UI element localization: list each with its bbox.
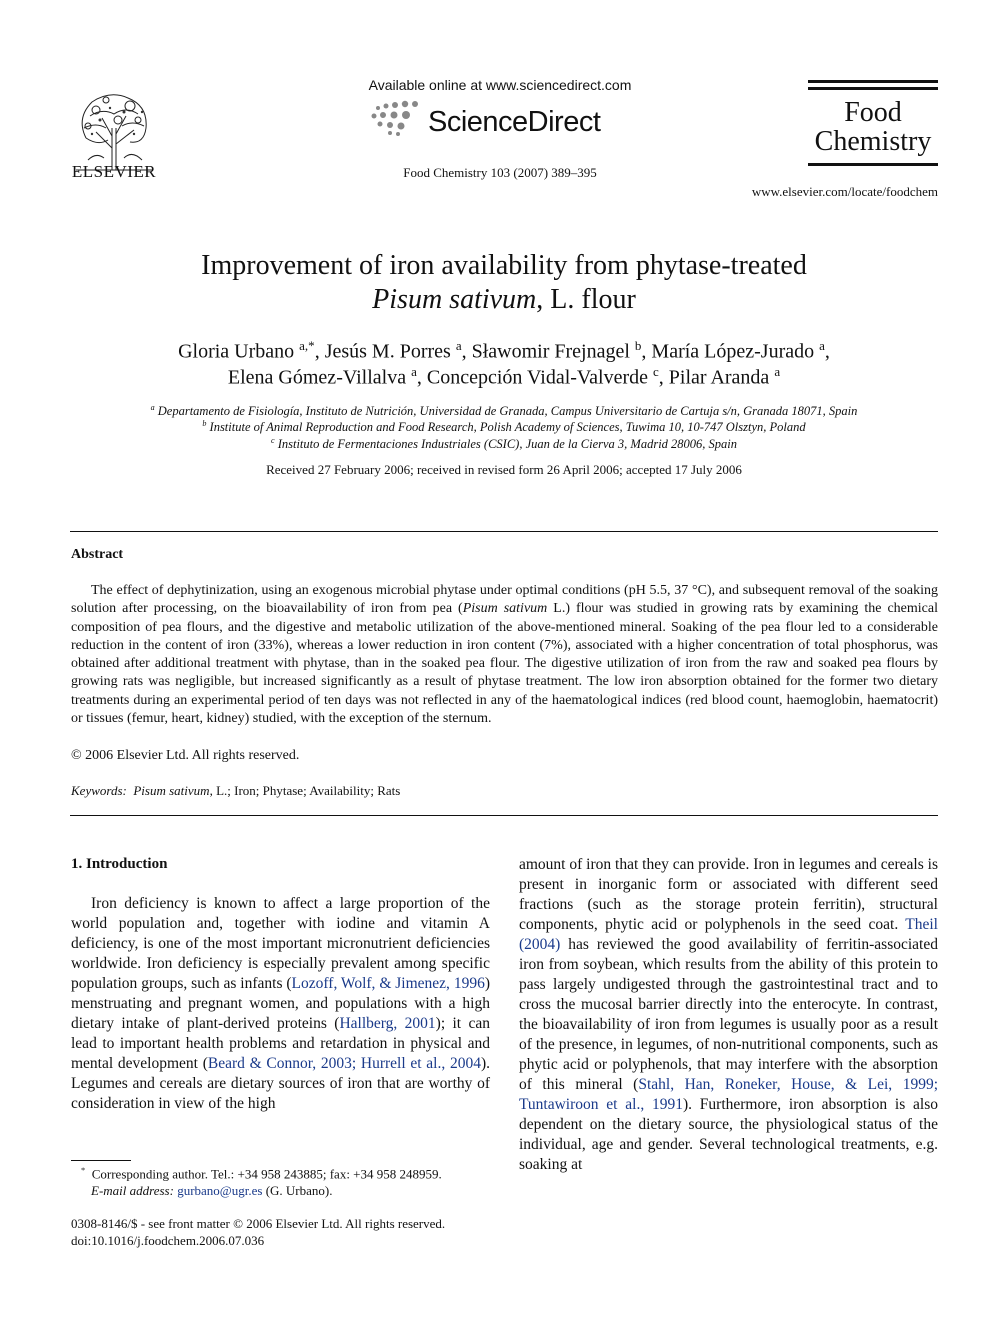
affiliation-b: $^b$ Institute of Animal Reproduction and Food Research, Polish Academy of Sciences, Tuwima 10, 10-747 Olsztyn, Poland xyxy=(202,419,806,435)
author-name: Sławomir Frejnagel xyxy=(471,340,635,363)
title-species: Pisum sativum xyxy=(372,284,537,315)
author-list-line2: Elena Gómez-Villalva $^a$, Concepción Vidal-Valverde $^c$, Pilar Aranda $^a$ xyxy=(227,364,781,389)
journal-title-line2: Chemistry xyxy=(814,126,932,157)
author-affiliation-mark: c xyxy=(653,364,659,379)
journal-citation: Food Chemistry 103 (2007) 389–395 xyxy=(403,165,597,180)
author-name: Jesús M. Porres xyxy=(324,340,456,363)
author-name: Elena Gómez-Villalva xyxy=(227,366,412,389)
author-email-link[interactable]: gurbano@ugr.es xyxy=(177,1183,263,1199)
body-text: ) menstruating and pregnant women, and populations with a high dietary intake of plant-derived proteins ( xyxy=(71,975,490,1032)
sciencedirect-dots-icon xyxy=(368,98,428,138)
citation-link[interactable]: Beard & Connor, 2003; Hurrell et al., 2004 xyxy=(207,1055,481,1072)
body-text: ). Furthermore, iron absorption is also dependent on the dietary source, the physiological status of the individual, age and gender. Several technological treatments, e.g. soaking at xyxy=(519,1096,938,1173)
author-affiliation-mark: a,* xyxy=(299,338,315,353)
author-name: Pilar Aranda xyxy=(668,366,775,389)
citation-link[interactable]: Lozoff, Wolf, & Jimenez, 1996 xyxy=(291,975,485,992)
author-name: Gloria Urbano xyxy=(178,340,300,363)
title-rest: , L. flour xyxy=(536,284,636,315)
front-matter xyxy=(71,1215,445,1249)
author-name: Concepción Vidal-Valverde xyxy=(426,366,653,389)
author-list-line1: Gloria Urbano $^{a,*}$, Jesús M. Porres $^a$, Sławomir Frejnagel $^b$, María López-Jurado $^a$, xyxy=(178,338,830,363)
author-affiliation-mark: a xyxy=(819,338,825,353)
article-title-line1: Improvement of iron availability from phytase-treated xyxy=(201,250,807,281)
body-column-left xyxy=(71,894,490,1114)
body-text: ). Legumes and cereals are dietary sources of iron that are worthy of consideration in view of the high xyxy=(71,1055,490,1112)
abstract-heading: Abstract xyxy=(71,547,124,562)
body-text: has reviewed the good availability of ferritin-associated iron from soybean, which results from the ability of this protein to pass largely undigested through the gastrointestinal tract and to cross the mucosal barrier directly into the enterocyte. In contrast, the bioavailability of iron from legumes is usually poor as a result of the presence, in legumes, of non-nutritional components, such as phytic acid or polyphenols, that may interfere with the absorption of this mineral ( xyxy=(519,936,938,1093)
publisher-name: ELSEVIER xyxy=(71,162,157,181)
sciencedirect-wordmark: ScienceDirect xyxy=(428,106,601,138)
body-text: amount of iron that they can provide. Iron in legumes and cereals is present in inorganic form or associated with different seed fractions (such as the storage protein ferritin), structural components, phytic acid or polyphenols in the seed coat. xyxy=(519,856,938,933)
author-name: María López-Jurado xyxy=(651,340,820,363)
journal-title-line1: Food xyxy=(844,97,902,128)
author-affiliation-mark: b xyxy=(634,338,642,353)
body-text: ); it can lead to important health problems and retardation in physical and mental development ( xyxy=(71,1015,491,1072)
doi-line[interactable]: doi:10.1016/j.foodchem.2006.07.036 xyxy=(71,1233,265,1248)
journal-url-link[interactable]: www.elsevier.com/locate/foodchem xyxy=(751,184,938,199)
abstract-body: The effect of dephytinization, using an exogenous microbial phytase under optimal conditions (pH 5.5, 37 °C), and subsequent removal of the soaking solution after processing, on the bioavailability of iron from pea (Pisum sativum L.) flour was studied in growing rats by examining the chemical composition of pea flours, and the digestive and metabolic utilization of the above-mentioned mineral. Soaking of the pea flour led to a considerable reduction in the content of iron (33%), whereas a lower reduction in iron content (7%), associated with a higher concentration of total phosphorus, was obtained after additional treatment with phytase, than in the soaked pea flour. The digestive utilization of iron from the raw and soaked pea flours by growing rats was negligible, but increased significantly as a result of phytase treatment. The low iron absorption obtained for the former two dietary treatments during an experimental period of ten days was not reflected in any of the haematological indices (red blood count, haemoglobin, haematocrit) or tissues (femur, heart, kidney) studied, with the exception of the sternum. xyxy=(71,583,938,727)
author-affiliation-mark: a xyxy=(455,338,462,353)
citation-link[interactable]: Stahl, Han, Roneker, House, & Lei, 1999; Tuntawiroon et al., 1991 xyxy=(519,1076,939,1113)
body-text: Iron deficiency is known to affect a large proportion of the world population and, together with iodine and vitamin A deficiency, is one of the most important micronutrient deficiencies worldwide. Iron deficiency is especially prevalent among specific population groups, such as infants ( xyxy=(71,895,490,992)
section-heading-introduction: 1. Introduction xyxy=(71,856,168,872)
author-affiliation-mark: a xyxy=(411,364,417,379)
issn-line: 0308-8146/$ - see front matter © 2006 Elsevier Ltd. All rights reserved. xyxy=(71,1216,446,1231)
journal-rule-bottom xyxy=(808,163,938,166)
keywords-label: Keywords: xyxy=(71,783,127,798)
available-online-text[interactable]: Available online at www.sciencedirect.com xyxy=(368,77,632,93)
journal-rule-top-2 xyxy=(808,87,938,90)
citation-link[interactable]: Theil (2004) xyxy=(519,916,938,953)
keywords: Keywords: Pisum sativum, L.; Iron; Phytase; Availability; Rats xyxy=(71,783,401,798)
rule-above-abstract xyxy=(70,531,938,532)
journal-rule-top xyxy=(808,80,938,83)
received-dates: Received 27 February 2006; received in revised form 26 April 2006; accepted 17 July 2006 xyxy=(266,462,742,477)
journal-title xyxy=(808,98,938,156)
body-column-right xyxy=(519,855,938,1175)
footnote-rule xyxy=(71,1160,131,1161)
article-title-line2 xyxy=(70,284,938,316)
abstract-copyright: © 2006 Elsevier Ltd. All rights reserved. xyxy=(71,748,300,763)
author-affiliation-mark: a xyxy=(774,364,781,379)
affiliation-a: $^a$ Departamento de Fisiología, Instituto de Nutrición, Universidad de Granada, Campus Universitario de Cartuja s/n, Granada 18071, Spain xyxy=(150,403,858,419)
affiliation-c: $^c$ Instituto de Fermentaciones Industriales (CSIC), Juan de la Cierva 3, Madrid 28006, Spain xyxy=(270,436,738,452)
citation-link[interactable]: Hallberg, 2001 xyxy=(339,1015,436,1032)
rule-below-keywords xyxy=(70,815,938,816)
corresponding-author-footnote: * Corresponding author. Tel.: +34 958 243885; fax: +34 958 248959. E-mail address: gurbano@ugr.es (G. Urbano). xyxy=(81,1165,442,1199)
